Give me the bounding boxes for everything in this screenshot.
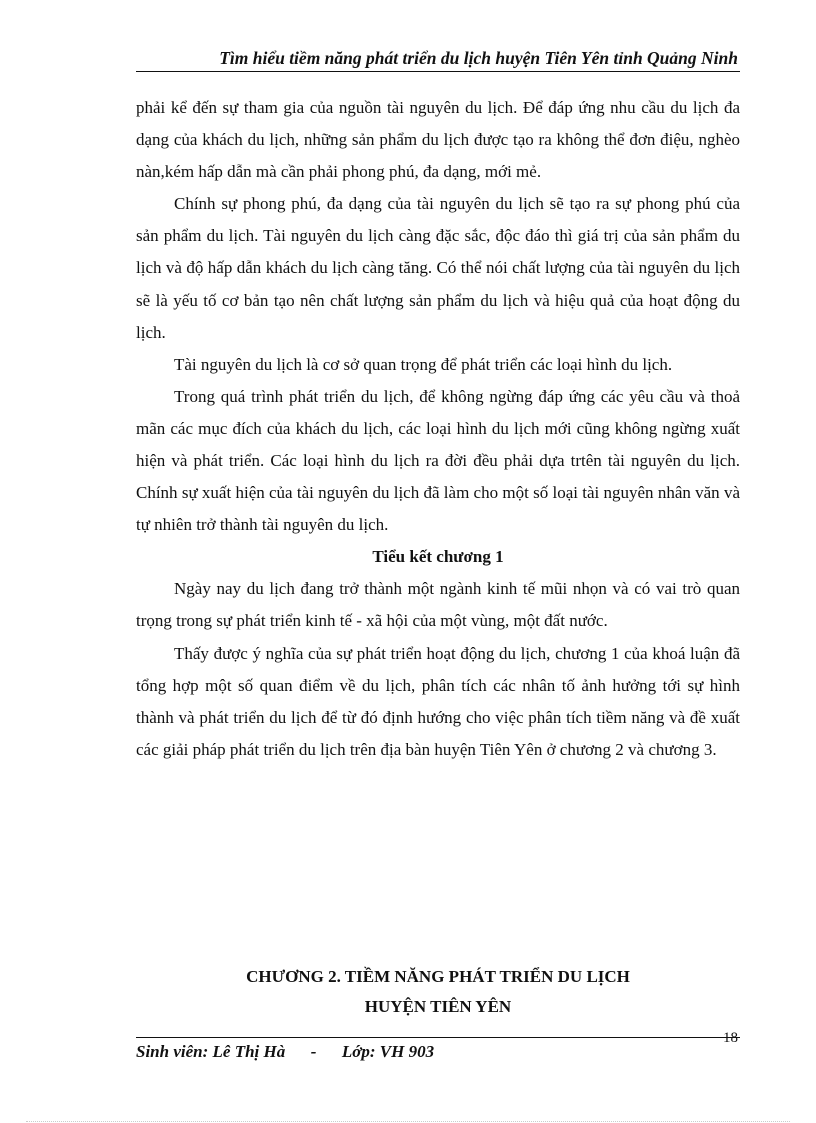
footer-student-info: Sinh viên: Lê Thị Hà - Lớp: VH 903 — [136, 1042, 435, 1061]
chapter-heading — [136, 962, 740, 1022]
paragraph: Ngày nay du lịch đang trở thành một ngành kinh tế mũi nhọn và có vai trò quan trọng trong sự phát triển kinh tế - xã hội của một vùng, một đất nước. — [136, 579, 740, 631]
page-number: 18 — [723, 1030, 738, 1046]
page-header — [136, 48, 740, 72]
header-title: Tìm hiểu tiềm năng phát triển du lịch huyện Tiên Yên tỉnh Quảng Ninh — [219, 48, 738, 68]
section-subheading: Tiểu kết chương 1 — [372, 547, 504, 567]
paragraph: Trong quá trình phát triển du lịch, để không ngừng đáp ứng các yêu cầu và thoả mãn các mục đích của khách du lịch, các loại hình du lịch mới cũng không ngừng xuất hiện và phát triển. Các loại hình du lịch ra đời đều phải dựa trtên tài nguyên du lịch. Chính sự xuất hiện của tài nguyên du lịch đã làm cho một số loại tài nguyên nhân văn và tự nhiên trở thành tài nguyên du lịch. — [136, 386, 740, 535]
paragraph: Thấy được ý nghĩa của sự phát triển hoạt động du lịch, chương 1 của khoá luận đã tổng hợp một số quan điểm về du lịch, phân tích các nhân tố ảnh hưởng tới sự hình thành và phát triển du lịch để từ đó định hướng cho việc phân tích tiềm năng và đề xuất các giải pháp phát triển du lịch trên địa bàn huyện Tiên Yên ở chương 2 và chương 3. — [136, 643, 740, 759]
document-body — [136, 92, 740, 766]
paragraph: Tài nguyên du lịch là cơ sở quan trọng để phát triển các loại hình du lịch. — [174, 354, 673, 374]
paragraph: Chính sự phong phú, đa dạng của tài nguyên du lịch sẽ tạo ra sự phong phú của sản phẩm du lịch. Tài nguyên du lịch càng đặc sắc, độc đáo thì giá trị của sản phẩm du lịch và độ hấp dẫn khách du lịch càng tăng. Có thể nói chất lượng của tài nguyên du lịch sẽ là yếu tố cơ bản tạo nên chất lượng sản phẩm du lịch và hiệu quả của hoạt động du lịch. — [136, 194, 740, 342]
chapter-title-line-2: HUYỆN TIÊN YÊN — [364, 997, 512, 1016]
paragraph: phải kể đến sự tham gia của nguồn tài nguyên du lịch. Để đáp ứng nhu cầu du lịch đa dạng của khách du lịch, những sản phẩm du lịch được tạo ra không thể đơn điệu, nghèo nàn,kém hấp dẫn mà cần phải phong phú, đa dạng, mới mẻ. — [136, 98, 740, 182]
page-bottom-border — [26, 1121, 790, 1122]
header-rule — [136, 71, 740, 72]
chapter-title-line-1: CHƯƠNG 2. TIỀM NĂNG PHÁT TRIỂN DU LỊCH — [246, 967, 630, 986]
page-footer — [136, 1030, 740, 1068]
